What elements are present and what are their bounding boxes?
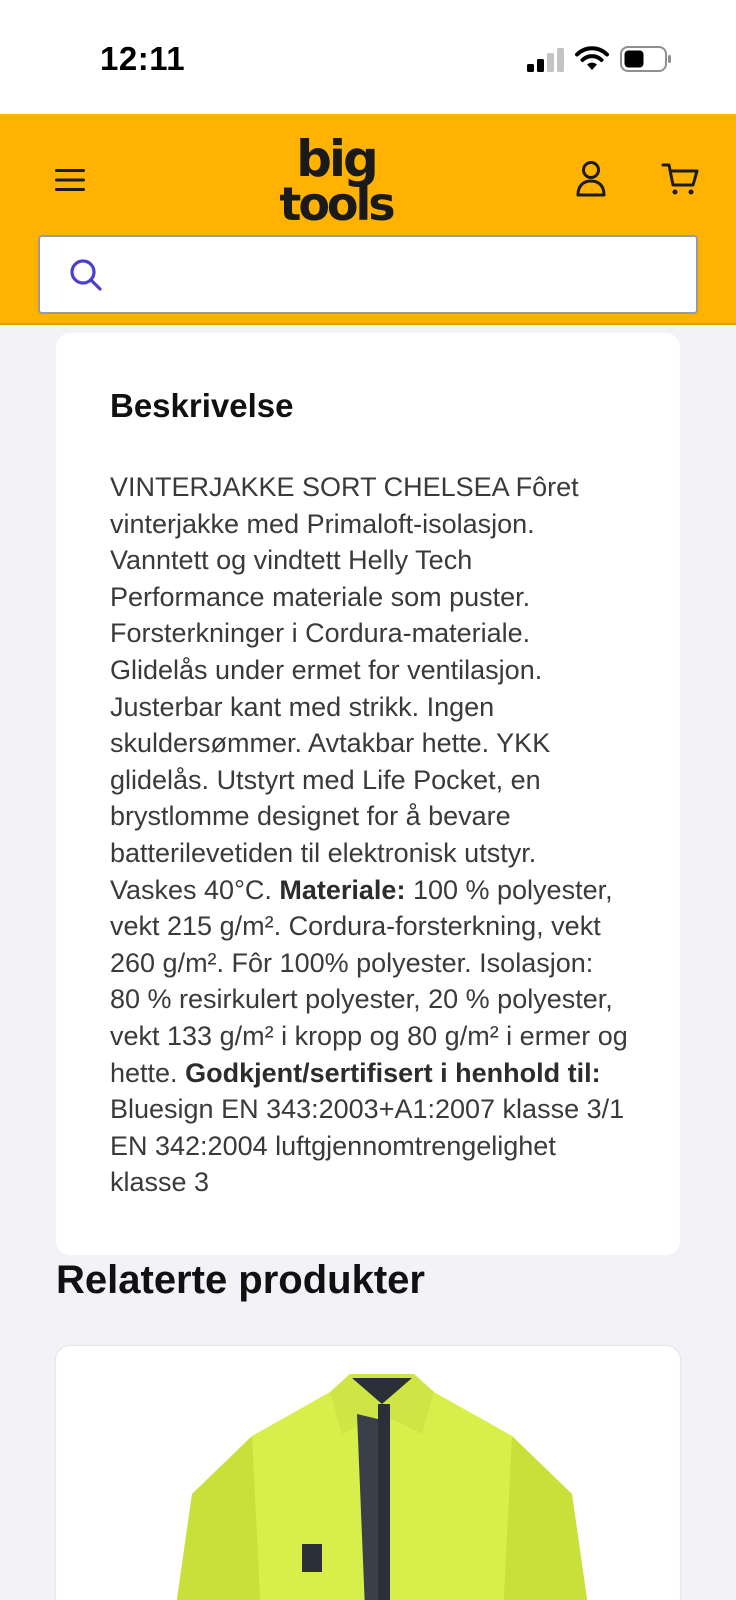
search-bar[interactable] (38, 235, 698, 314)
hamburger-menu-icon (55, 168, 85, 192)
wifi-icon (574, 44, 610, 72)
description-title: Beskrivelse (110, 387, 294, 424)
status-bar (0, 0, 736, 114)
search-input[interactable] (126, 245, 686, 305)
logo-line-2: tools (279, 177, 393, 224)
related-products-title: Relaterte produkter (56, 1258, 425, 1302)
status-time: 12:11 (100, 40, 186, 77)
battery-icon (620, 46, 672, 72)
user-icon (572, 158, 610, 198)
certification-label: Godkjent/sertifisert i henhold til: (185, 1057, 601, 1088)
cart-button[interactable] (660, 158, 700, 198)
related-product-card[interactable] (56, 1346, 680, 1600)
logo-line-1: big (296, 136, 376, 188)
cart-icon (660, 158, 700, 198)
description-text-part-1: VINTERJAKKE SORT CHELSEA Fôret vinterjakke med Primaloft-isolasjon. Vanntett og vindtett Helly Tech Performance materiale som puster. Forsterkninger i Cordura-materiale. Glidelås under ermet for ventilasjon. Justerbar kant med strikk. Ingen skuldersømmer. Avtakbar hette. YKK glidelås. Utstyrt med Life Pocket, en brystlomme designet for å bevare batterilevetiden til elektronisk utstyr. Vaskes 40°C. (110, 472, 579, 905)
account-button[interactable] (572, 158, 610, 198)
description-card (56, 333, 680, 1255)
description-text (110, 469, 630, 1201)
cellular-signal-icon (527, 48, 565, 72)
material-label: Materiale: (279, 874, 406, 905)
product-image-hi-vis-jacket[interactable] (152, 1374, 612, 1600)
search-icon[interactable] (68, 257, 104, 293)
description-text-part-3: Bluesign EN 343:2003+A1:2007 klasse 3/1 EN 342:2004 luftgjennomtrengelighet klasse 3 (110, 1094, 625, 1198)
menu-button[interactable] (50, 160, 90, 200)
description-text-part-2: 100 % polyester, vekt 215 g/m². Cordura-forsterkning, vekt 260 g/m². Fôr 100% polyester. Isolasjon: 80 % resirkulert polyester, 20 % polyester, vekt 133 g/m² i kropp og 80 g/m² i ermer og hette. (110, 874, 628, 1088)
big-tools-logo[interactable] (256, 136, 416, 224)
site-header (0, 114, 736, 325)
